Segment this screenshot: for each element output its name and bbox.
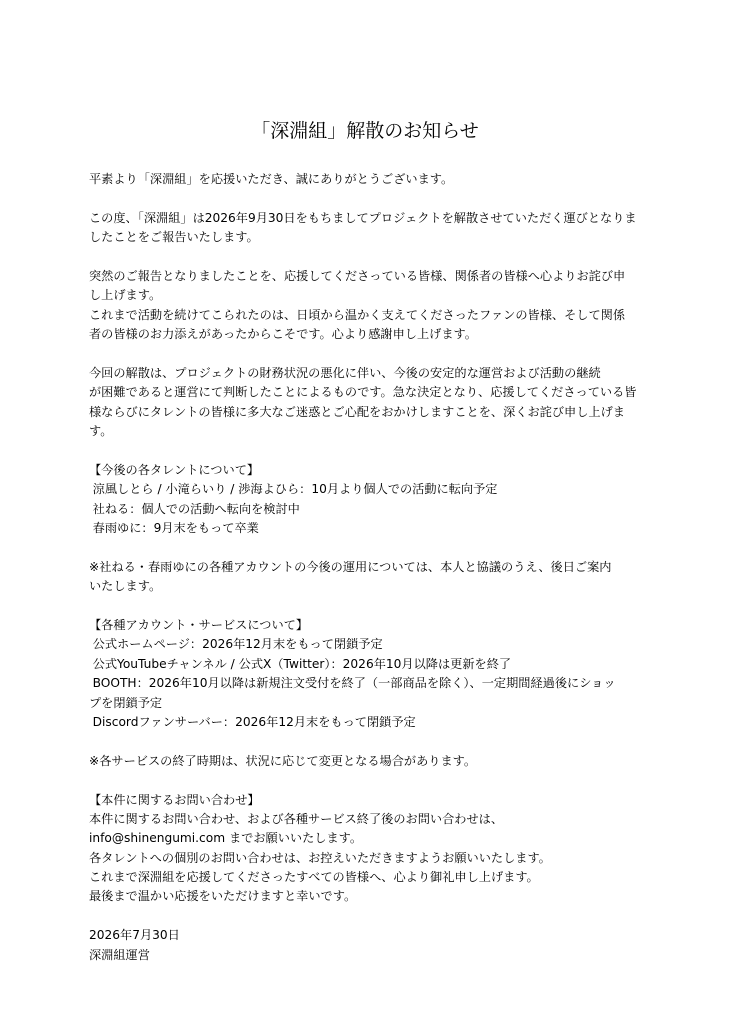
service-item: 公式ホームページ：2026年12月末をもって閉鎖予定 xyxy=(92,637,383,652)
inquiry-heading: 【本件に関するお問い合わせ】 xyxy=(89,792,260,807)
signature-date: 2026年7月30日 xyxy=(89,928,180,943)
reason-line: が困難であると運営にて判断したことによるものです。急な決定となり、応援してくださっている皆 xyxy=(89,385,637,400)
reason-line: す。 xyxy=(89,424,113,439)
service-item: Discordファンサーバー：2026年12月末をもって閉鎖予定 xyxy=(92,714,416,729)
page-title: 「深淵組」解散のお知らせ xyxy=(251,120,479,142)
services-heading: 【各種アカウント・サービスについて】 xyxy=(89,617,309,632)
service-item: 公式YouTubeチャンネル / 公式X（Twitter）：2026年10月以降は更新を終了 xyxy=(92,656,512,671)
inquiry-line: これまで深淵組を応援してくださったすべての皆様へ、心より御礼申し上げます。 xyxy=(89,870,539,885)
reason-line: 様ならびにタレントの皆様に多大なご迷惑とご心配をおかけしますことを、深くお詫び申し上げま xyxy=(89,404,625,419)
service-item: BOOTH：2026年10月以降は新規注文受付を終了（一部商品を除く）、一定期間経過後にショッ xyxy=(92,676,616,691)
signature-org: 深淵組運営 xyxy=(89,947,150,962)
apology-line: これまで活動を続けてこられたのは、日頃から温かく支えてくださったファンの皆様、そして関係 xyxy=(89,307,626,322)
services-note: ※各サービスの終了時期は、状況に応じて変更となる場合があります。 xyxy=(89,753,477,768)
apology-line: 者の皆様のお力添えがあったからこそです。心より感謝申し上げます。 xyxy=(89,327,477,342)
reason-line: 今回の解散は、プロジェクトの財務状況の悪化に伴い、今後の安定的な運営および活動の継続 xyxy=(89,365,601,380)
talent-item: 春雨ゆに：9月末をもって卒業 xyxy=(92,521,259,536)
accounts-note-line: ※社ねる・春雨ゆにの各種アカウントの今後の運用については、本人と協議のうえ、後日ご案内 xyxy=(89,559,612,574)
service-item-continuation: プを閉鎖予定 xyxy=(89,695,163,710)
announcement-body xyxy=(89,170,649,965)
inquiry-line: 各タレントへの個別のお問い合わせは、お控えいただきますようお願いいたします。 xyxy=(89,850,551,865)
inquiry-line: info@shinengumi.com までお願いいたします。 xyxy=(89,831,363,846)
announcement-line: この度、「深淵組」は2026年9月30日をもちましてプロジェクトを解散させていただく運びとなりま xyxy=(89,210,637,225)
apology-line: 突然のご報告となりましたことを、応援してくださっている皆様、関係者の皆様へ心よりお詫び申 xyxy=(89,268,626,283)
apology-line: し上げます。 xyxy=(89,288,162,303)
inquiry-line: 最後まで温かい応援をいただけますと幸いです。 xyxy=(89,889,357,904)
accounts-note-line: いたします。 xyxy=(89,579,162,594)
talents-heading: 【今後の各タレントについて】 xyxy=(89,462,260,477)
talent-item: 涼風しとら / 小滝らいり / 渉海よひら：10月より個人での活動に転向予定 xyxy=(92,482,498,497)
greeting-text: 平素より「深淵組」を応援いただき、誠にありがとうございます。 xyxy=(89,172,454,186)
announcement-line: したことをご報告いたします。 xyxy=(89,230,259,245)
talent-item: 社ねる：個人での活動へ転向を検討中 xyxy=(92,501,300,516)
inquiry-line: 本件に関するお問い合わせ、および各種サービス終了後のお問い合わせは、 xyxy=(89,811,504,826)
